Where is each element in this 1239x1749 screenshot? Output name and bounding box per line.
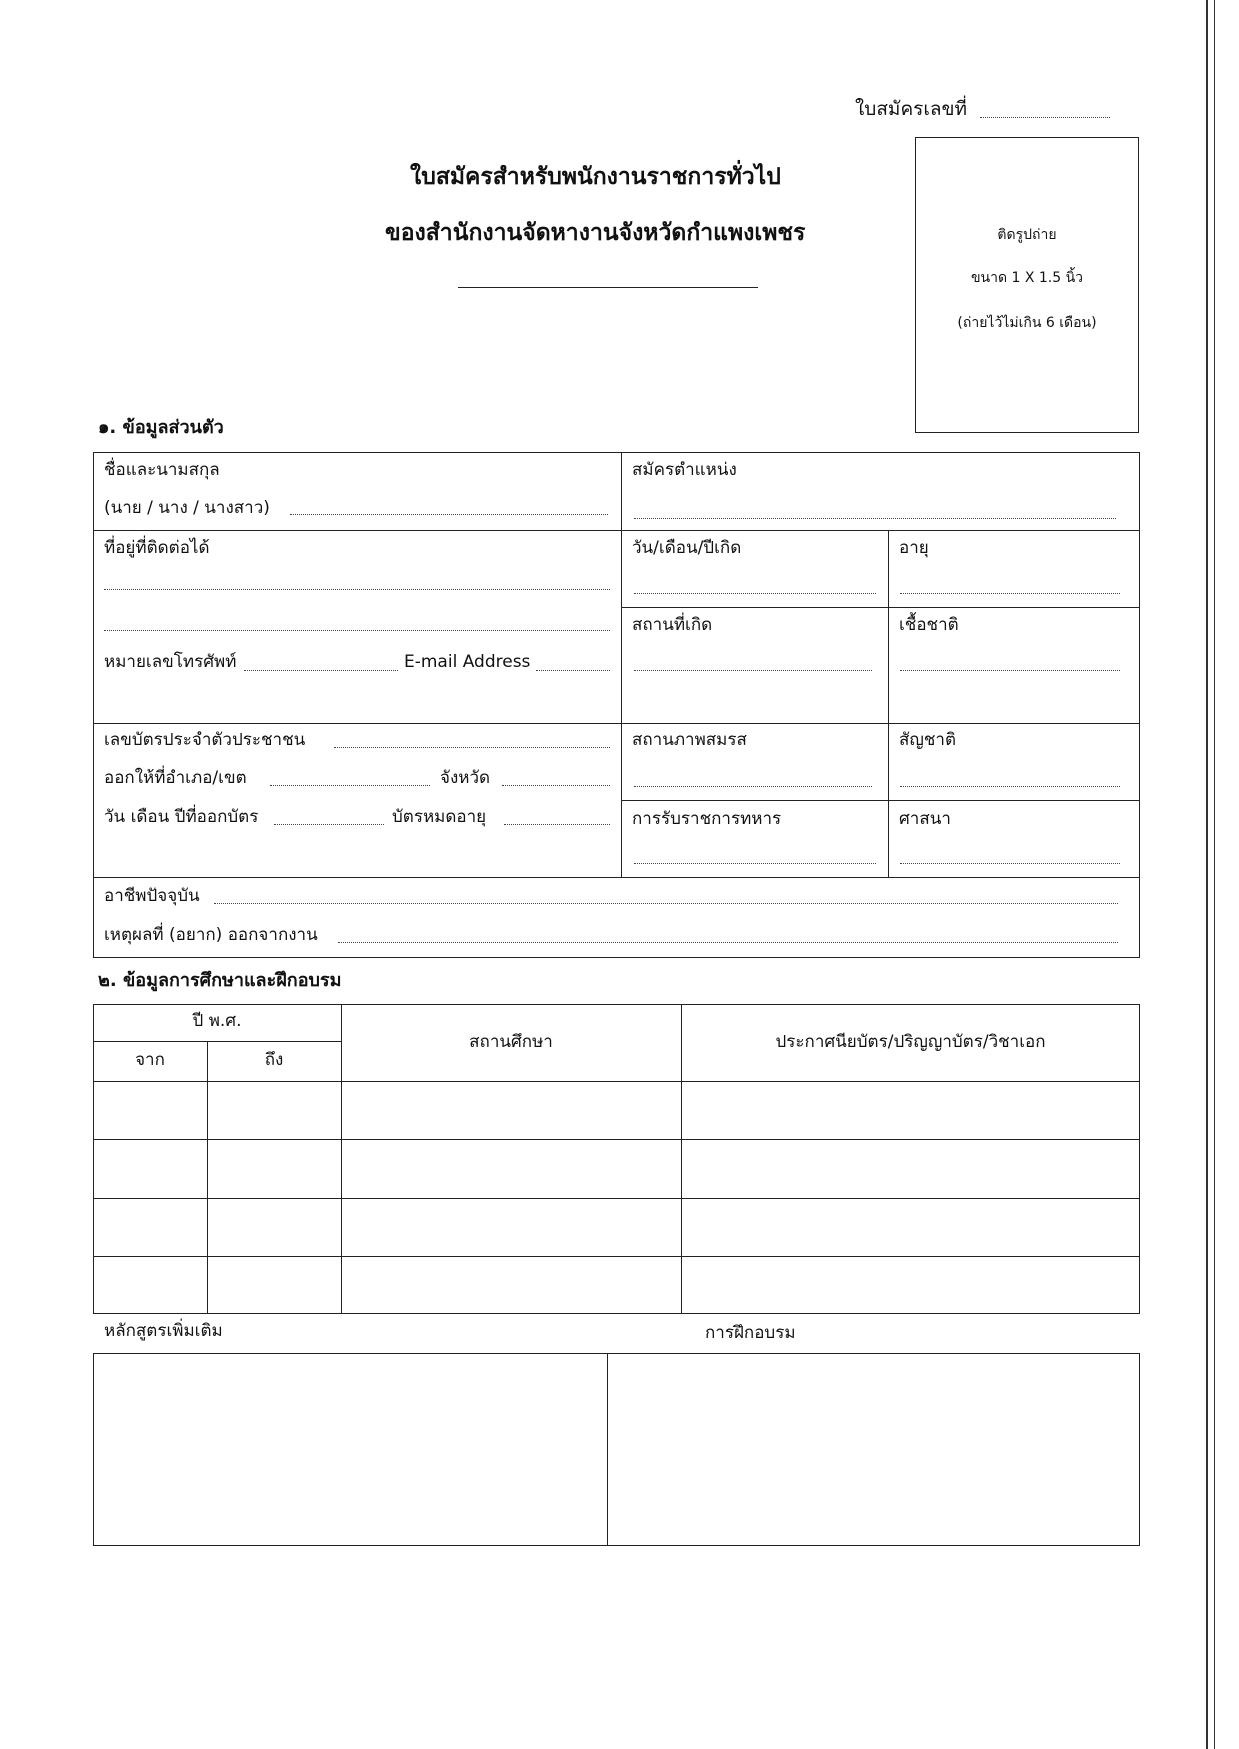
institution-header: สถานศึกษา [469, 1032, 553, 1052]
birth-place-field[interactable] [634, 670, 872, 671]
address-field-line2[interactable] [104, 630, 610, 631]
birth-place-label: สถานที่เกิด [632, 615, 713, 635]
title-underline [458, 287, 758, 288]
marital-status-field[interactable] [634, 786, 872, 787]
grid-hline-2 [621, 607, 1140, 608]
full-name-label: ชื่อและนามสกุล [104, 460, 220, 480]
full-name-field[interactable] [290, 514, 608, 515]
extra-courses-field[interactable] [95, 1355, 605, 1544]
id-card-label: เลขบัตรประจำตัวประชาชน [104, 730, 306, 750]
section1-title: ๑. ข้อมูลส่วนตัว [98, 417, 224, 438]
reason-field[interactable] [338, 942, 1118, 943]
grid-hline-4 [621, 800, 1140, 801]
marital-status-label: สถานภาพสมรส [632, 730, 747, 750]
address-label: ที่อยู่ที่ติดต่อได้ [104, 538, 210, 558]
issued-district-field[interactable] [270, 785, 430, 786]
ethnicity-label: เชื้อชาติ [899, 615, 959, 635]
table-row[interactable] [93, 1139, 1140, 1198]
issue-date-field[interactable] [274, 824, 384, 825]
section2-title: ๒. ข้อมูลการศึกษาและฝึกอบรม [98, 970, 342, 991]
position-field[interactable] [634, 518, 1116, 519]
email-label: E-mail Address [404, 652, 531, 672]
title-options-label: (นาย / นาง / นางสาว) [104, 498, 270, 518]
birth-date-label: วัน/เดือน/ปีเกิด [632, 538, 742, 558]
age-field[interactable] [900, 593, 1120, 594]
position-label: สมัครตำแหน่ง [632, 460, 737, 480]
table-row[interactable] [93, 1081, 1140, 1139]
to-header: ถึง [264, 1050, 284, 1070]
phone-label: หมายเลขโทรศัพท์ [104, 652, 237, 672]
form-title-line1: ใบสมัครสำหรับพนักงานราชการทั่วไป [410, 164, 781, 190]
expiry-label: บัตรหมดอายุ [392, 807, 487, 827]
issued-district-label: ออกให้ที่อำเภอ/เขต [104, 768, 247, 788]
form-title-line2: ของสำนักงานจัดหางานจังหวัดกำแพงเพชร [385, 220, 806, 246]
photo-box-line1: ติดรูปถ่าย [997, 227, 1057, 243]
occupation-label: อาชีพปัจจุบัน [104, 886, 200, 906]
id-card-field[interactable] [334, 747, 610, 748]
province-field[interactable] [502, 785, 610, 786]
ethnicity-field[interactable] [900, 670, 1120, 671]
military-label: การรับราชการทหาร [632, 809, 782, 829]
phone-field[interactable] [244, 670, 398, 671]
training-label: การฝึกอบรม [705, 1323, 796, 1343]
grid-vline-main [621, 452, 622, 877]
table-row[interactable] [93, 1256, 1140, 1314]
scan-edge-line [1206, 0, 1208, 1749]
religion-label: ศาสนา [899, 809, 951, 829]
issue-date-label: วัน เดือน ปีที่ออกบัตร [104, 807, 259, 827]
edu-year-subheader-line [93, 1041, 341, 1042]
training-field[interactable] [609, 1355, 1138, 1544]
courses-training-divider [607, 1353, 608, 1546]
grid-hline-5 [93, 877, 1140, 878]
photo-box-line3: (ถ่ายไว้ไม่เกิน 6 เดือน) [957, 315, 1097, 331]
scan-edge-line-inner [1214, 0, 1215, 1749]
age-label: อายุ [899, 538, 929, 558]
certificate-header: ประกาศนียบัตร/ปริญญาบัตร/วิชาเอก [775, 1032, 1046, 1052]
grid-hline-1 [93, 530, 1140, 531]
religion-field[interactable] [900, 863, 1120, 864]
table-row[interactable] [93, 1198, 1140, 1256]
expiry-field[interactable] [504, 824, 610, 825]
from-header: จาก [135, 1050, 165, 1070]
photo-box-line2: ขนาด 1 X 1.5 นิ้ว [970, 270, 1084, 286]
address-field-line1[interactable] [104, 589, 610, 590]
province-label: จังหวัด [440, 768, 491, 788]
birth-date-field[interactable] [634, 593, 876, 594]
occupation-field[interactable] [214, 903, 1118, 904]
email-field[interactable] [536, 670, 610, 671]
military-field[interactable] [634, 863, 876, 864]
year-header: ปี พ.ศ. [192, 1011, 242, 1031]
personal-info-table [93, 452, 1140, 958]
nationality-field[interactable] [900, 786, 1120, 787]
application-number-label: ใบสมัครเลขที่ [855, 98, 968, 120]
grid-vline-right [888, 530, 889, 877]
application-number-field[interactable] [980, 117, 1110, 118]
extra-courses-label: หลักสูตรเพิ่มเติม [104, 1321, 223, 1341]
grid-hline-3 [93, 723, 1140, 724]
nationality-label: สัญชาติ [899, 730, 956, 750]
reason-label: เหตุผลที่ (อยาก) ออกจากงาน [104, 925, 318, 945]
